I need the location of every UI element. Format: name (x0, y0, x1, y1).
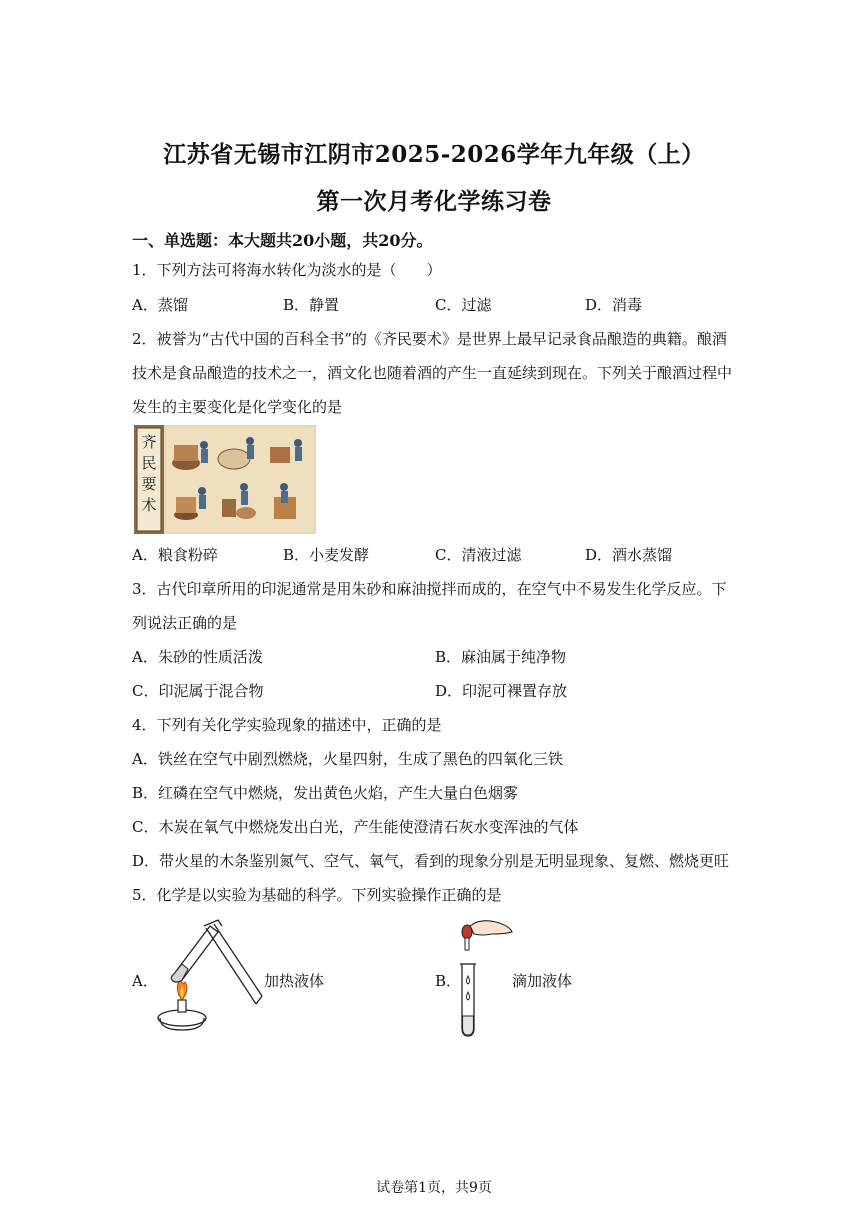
q3-stem-line2: 列说法正确的是 (132, 614, 238, 632)
q3-option-d: D．印泥可裸置存放 (435, 682, 568, 700)
q3-option-c: C．印泥属于混合物 (132, 682, 264, 700)
q5-option-a-label: 加热液体 (264, 972, 325, 990)
exam-title-line2: 第一次月考化学练习卷 (316, 188, 552, 215)
book-char-4: 术 (141, 496, 157, 514)
dropping-liquid-diagram (452, 918, 514, 1040)
q5-stem: 5．化学是以实验为基础的科学。下列实验操作正确的是 (132, 886, 502, 904)
book-char-1: 齐 (141, 433, 157, 451)
q1-option-d: D．消毒 (585, 296, 643, 314)
section-heading: 一、单选题：本大题共20小题，共20分。 (132, 231, 433, 250)
q1-option-c: C．过滤 (435, 296, 492, 314)
q4-option-a: A．铁丝在空气中剧烈燃烧，火星四射，生成了黑色的四氧化三铁 (132, 750, 563, 768)
q5-option-b-letter: B． (435, 972, 462, 990)
q4-option-d: D．带火星的木条鉴别氮气、空气、氧气，看到的现象分别是无明显现象、复燃、燃烧更旺 (132, 852, 730, 870)
qimin-yaoshu-illustration (134, 425, 316, 534)
book-char-2: 民 (141, 454, 157, 472)
q2-option-a: A．粮食粉碎 (132, 546, 218, 564)
q4-option-b: B．红磷在空气中燃烧，发出黄色火焰，产生大量白色烟雾 (132, 784, 519, 802)
q2-stem-line3: 发生的主要变化是化学变化的是 (132, 398, 343, 416)
q2-option-c: C．清液过滤 (435, 546, 522, 564)
q4-option-c: C．木炭在氧气中燃烧发出白光，产生能使澄清石灰水变浑浊的气体 (132, 818, 579, 836)
q3-stem-line1: 3．古代印章所用的印泥通常是用朱砂和麻油搅拌而成的，在空气中不易发生化学反应。下 (132, 580, 727, 598)
q2-stem-line1: 2．被誉为“古代中国的百科全书”的《齐民要术》是世界上最早记录食品酿造的典籍。酿酒 (132, 330, 727, 348)
book-char-3: 要 (141, 475, 157, 493)
q5-option-a-letter: A． (132, 972, 158, 990)
q1-option-a: A．蒸馏 (132, 296, 188, 314)
q3-option-b: B．麻油属于纯净物 (435, 648, 567, 666)
q2-option-b: B．小麦发酵 (283, 546, 370, 564)
q2-option-d: D．酒水蒸馏 (585, 546, 673, 564)
exam-title-line1: 江苏省无锡市江阴市2025-2026学年九年级（上） (163, 141, 705, 168)
q3-option-a: A．朱砂的性质活泼 (132, 648, 263, 666)
page-footer: 试卷第1页，共9页 (376, 1180, 492, 1196)
q4-stem: 4．下列有关化学实验现象的描述中，正确的是 (132, 716, 442, 734)
heating-liquid-diagram (152, 918, 264, 1036)
q1-stem: 1．下列方法可将海水转化为淡水的是（ ） (132, 261, 442, 279)
q1-option-b: B．静置 (283, 296, 340, 314)
q2-stem-line2: 技术是食品酿造的技术之一，酒文化也随着酒的产生一直延续到现在。下列关于酿酒过程中 (132, 364, 733, 382)
q5-option-b-label: 滴加液体 (512, 972, 573, 990)
